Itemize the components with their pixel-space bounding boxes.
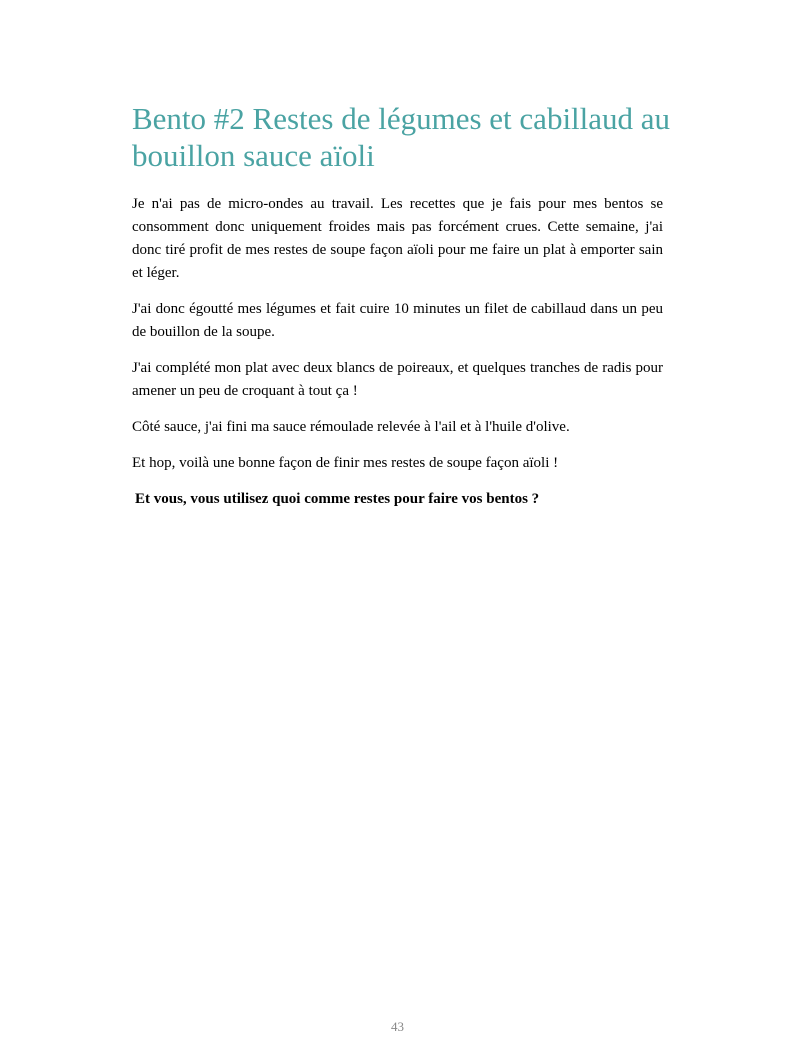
page-title: Bento #2 Restes de légumes et cabillaud au bouillon sauce aïoli — [132, 101, 671, 173]
paragraph-garnish: J'ai complété mon plat avec deux blancs de poireaux, et quelques tranches de radis pour amener un peu de croquant à tout ça ! — [132, 360, 663, 399]
paragraph-cooking: J'ai donc égoutté mes légumes et fait cuire 10 minutes un filet de cabillaud dans un peu de bouillon de la soupe. — [132, 301, 663, 340]
paragraph-intro: Je n'ai pas de micro-ondes au travail. Les recettes que je fais pour mes bentos se consomment donc uniquement froides mais pas forcément crues. Cette semaine, j'ai donc tiré profit de mes restes de soupe façon aïoli pour me faire un plat à emporter sain et léger. — [132, 196, 663, 281]
page-number: 43 — [391, 1019, 404, 1034]
paragraph-conclusion: Et hop, voilà une bonne façon de finir mes restes de soupe façon aïoli ! — [132, 455, 559, 471]
paragraph-sauce: Côté sauce, j'ai fini ma sauce rémoulade relevée à l'ail et à l'huile d'olive. — [132, 419, 570, 435]
article-body — [132, 193, 663, 524]
closing-question: Et vous, vous utilisez quoi comme restes pour faire vos bentos ? — [135, 491, 540, 507]
